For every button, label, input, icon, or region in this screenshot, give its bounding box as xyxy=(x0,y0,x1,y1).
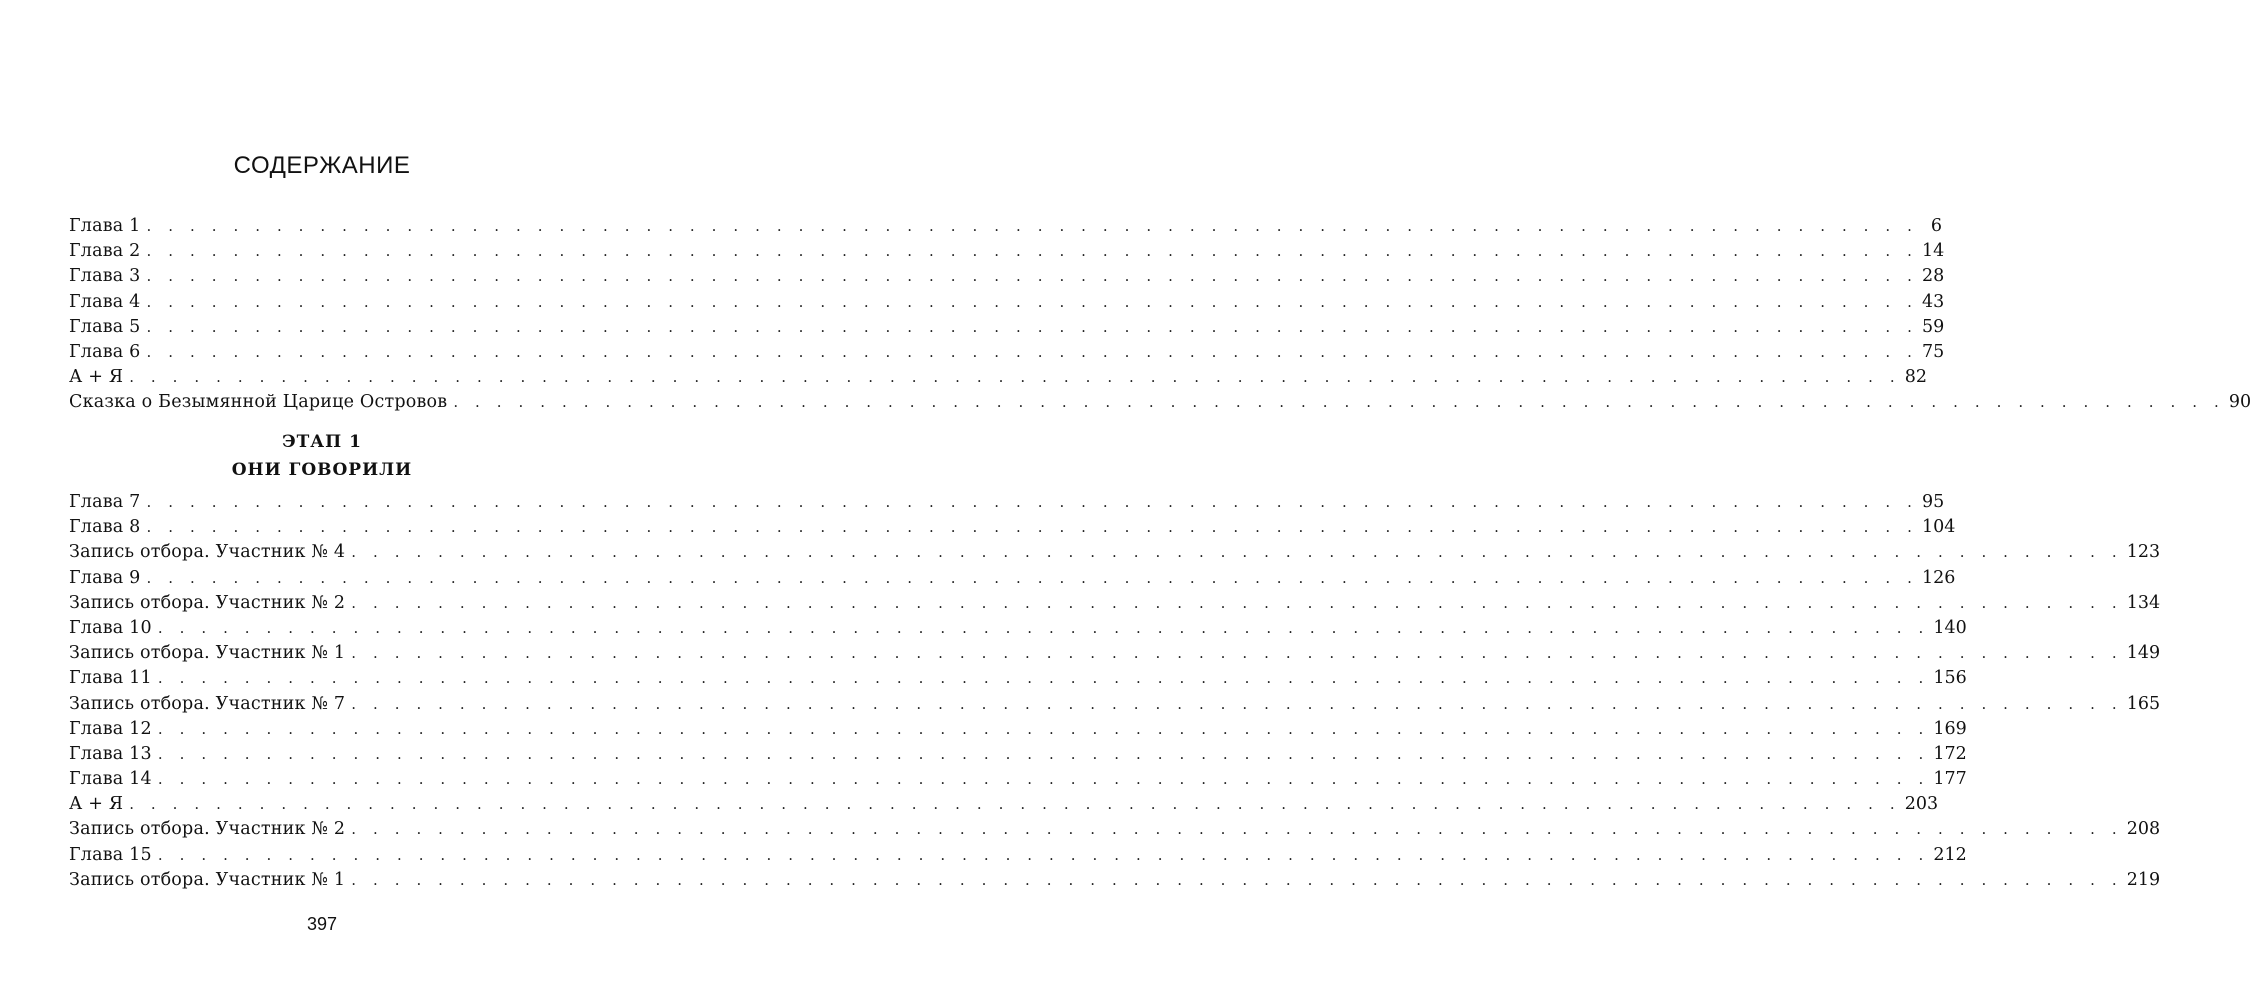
entry-page-number: 149 xyxy=(2126,643,2161,664)
entry-label: Глава 3 xyxy=(69,266,141,287)
entry-page-number: 169 xyxy=(1933,718,1967,739)
page-title: СОДЕРЖАНИЕ xyxy=(233,152,411,179)
entry-label: Глава 11 xyxy=(69,668,152,689)
toc-entry xyxy=(69,290,1945,315)
toc-entry xyxy=(69,742,1967,767)
entry-page-number: 59 xyxy=(1922,316,1945,337)
entry-label: Запись отбора. Участник № 7 xyxy=(69,693,346,714)
entry-label: Глава 6 xyxy=(69,341,141,362)
toc-entry xyxy=(69,641,2161,666)
dot-leader: . . . . . . . . . . . . . . . . . . . . . . . . . . . . . . . . . . . . . . . . . . . . . . . . . . . . . . . . . . . . . . . . . . . . . . . . . . . . . . . . . . xyxy=(157,744,1930,763)
entry-label: А + Я xyxy=(69,794,124,815)
entry-page-number: 165 xyxy=(2126,693,2161,714)
entry-page-number: 156 xyxy=(1933,668,1967,689)
entry-label: Глава 14 xyxy=(69,769,152,790)
entry-page-number: 82 xyxy=(1904,367,1927,388)
entry-page-number: 134 xyxy=(2126,592,2161,613)
toc-entry xyxy=(69,692,2161,717)
dot-leader: . . . . . . . . . . . . . . . . . . . . . . . . . . . . . . . . . . . . . . . . . . . . . . . . . . . . . . . . . . . . . . . . . . . . . . . . . . . . . . . . . . xyxy=(146,317,1919,336)
entry-page-number: 126 xyxy=(1922,567,1956,588)
toc-list-intro xyxy=(69,214,2251,416)
dot-leader: . . . . . . . . . . . . . . . . . . . . . . . . . . . . . . . . . . . . . . . . . . . . . . . . . . . . . . . . . . . . . . . . . . . . . . . . . . . . . . . . . . xyxy=(157,669,1930,688)
entry-page-number: 90 xyxy=(2228,392,2251,413)
toc-entry xyxy=(69,515,1956,540)
entry-label: Глава 15 xyxy=(69,844,152,865)
entry-label: Глава 8 xyxy=(69,517,141,538)
dot-leader: . . . . . . . . . . . . . . . . . . . . . . . . . . . . . . . . . . . . . . . . . . . . . . . . . . . . . . . . . . . . . . . . . . . . . . . . . . . . . . . . . . xyxy=(146,267,1919,286)
entry-label: Глава 2 xyxy=(69,241,141,262)
toc-entry xyxy=(69,390,2251,415)
entry-page-number: 14 xyxy=(1922,241,1945,262)
entry-label: Глава 12 xyxy=(69,718,152,739)
entry-page-number: 104 xyxy=(1922,517,1956,538)
dot-leader: . . . . . . . . . . . . . . . . . . . . . . . . . . . . . . . . . . . . . . . . . . . . . . . . . . . . . . . . . . . . . . . . . . . . . . . . . . . . . . . . . . xyxy=(351,870,2123,889)
toc-entry xyxy=(69,264,1945,289)
dot-leader: . . . . . . . . . . . . . . . . . . . . . . . . . . . . . . . . . . . . . . . . . . . . . . . . . . . . . . . . . . . . . . . . . . . . . . . . . . . . . . . . . . xyxy=(146,242,1919,261)
section-stage-heading: ЭТАП 1 xyxy=(282,432,362,452)
dot-leader: . . . . . . . . . . . . . . . . . . . . . . . . . . . . . . . . . . . . . . . . . . . . . . . . . . . . . . . . . . . . . . . . . . . . . . . . . . . . . . . . . . xyxy=(157,845,1930,864)
entry-label: Запись отбора. Участник № 1 xyxy=(69,869,346,890)
dot-leader: . . . . . . . . . . . . . . . . . . . . . . . . . . . . . . . . . . . . . . . . . . . . . . . . . . . . . . . . . . . . . . . . . . . . . . . . . . . . . . . . . . xyxy=(129,795,1901,814)
entry-page-number: 212 xyxy=(1933,844,1967,865)
dot-leader: . . . . . . . . . . . . . . . . . . . . . . . . . . . . . . . . . . . . . . . . . . . . . . . . . . . . . . . . . . . . . . . . . . . . . . . . . . . . . . . . . . xyxy=(351,820,2123,839)
toc-list-stage-1 xyxy=(69,490,2161,893)
toc-entry xyxy=(69,315,1945,340)
toc-entry xyxy=(69,868,2161,893)
entry-label: Запись отбора. Участник № 4 xyxy=(69,542,346,563)
dot-leader: . . . . . . . . . . . . . . . . . . . . . . . . . . . . . . . . . . . . . . . . . . . . . . . . . . . . . . . . . . . . . . . . . . . . . . . . . . . . . . . . . . xyxy=(351,593,2123,612)
entry-label: Глава 7 xyxy=(69,492,141,512)
toc-entry xyxy=(69,792,1939,817)
dot-leader: . . . . . . . . . . . . . . . . . . . . . . . . . . . . . . . . . . . . . . . . . . . . . . . . . . . . . . . . . . . . . . . . . . . . . . . . . . . . . . . . . . xyxy=(351,543,2123,562)
entry-page-number: 208 xyxy=(2126,819,2161,840)
dot-leader: . . . . . . . . . . . . . . . . . . . . . . . . . . . . . . . . . . . . . . . . . . . . . . . . . . . . . . . . . . . . . . . . . . . . . . . . . . . . . . . . . . xyxy=(129,368,1901,387)
toc-entry xyxy=(69,566,1956,591)
dot-leader: . . . . . . . . . . . . . . . . . . . . . . . . . . . . . . . . . . . . . . . . . . . . . . . . . . . . . . . . . . . . . . . . . . . . . . . . . . . . . . . . . . xyxy=(453,393,2225,412)
toc-entry xyxy=(69,767,1967,792)
entry-label: Глава 5 xyxy=(69,316,141,337)
entry-label: Глава 1 xyxy=(69,216,141,236)
entry-page-number: 6 xyxy=(1930,216,1943,236)
toc-entry xyxy=(69,817,2161,842)
entry-label: Запись отбора. Участник № 2 xyxy=(69,819,346,840)
toc-entry xyxy=(69,616,1967,641)
entry-label: Глава 10 xyxy=(69,617,152,638)
toc-entry xyxy=(69,843,1967,868)
entry-page-number: 140 xyxy=(1933,617,1967,638)
entry-label: Запись отбора. Участник № 1 xyxy=(69,643,346,664)
entry-label: Запись отбора. Участник № 2 xyxy=(69,592,346,613)
dot-leader: . . . . . . . . . . . . . . . . . . . . . . . . . . . . . . . . . . . . . . . . . . . . . . . . . . . . . . . . . . . . . . . . . . . . . . . . . . . . . . . . . . xyxy=(146,518,1919,537)
entry-page-number: 28 xyxy=(1922,266,1945,287)
page-number: 397 xyxy=(306,914,338,934)
toc-entry xyxy=(69,490,1945,515)
toc-entry xyxy=(69,239,1945,264)
entry-page-number: 75 xyxy=(1922,341,1945,362)
dot-leader: . . . . . . . . . . . . . . . . . . . . . . . . . . . . . . . . . . . . . . . . . . . . . . . . . . . . . . . . . . . . . . . . . . . . . . . . . . . . . . . . . . xyxy=(146,217,1919,235)
toc-entry xyxy=(69,365,1927,390)
entry-label: Сказка о Безымянной Царице Островов xyxy=(69,392,448,413)
toc-entry xyxy=(69,340,1945,365)
entry-label: Глава 4 xyxy=(69,291,141,312)
dot-leader: . . . . . . . . . . . . . . . . . . . . . . . . . . . . . . . . . . . . . . . . . . . . . . . . . . . . . . . . . . . . . . . . . . . . . . . . . . . . . . . . . . xyxy=(351,644,2123,663)
dot-leader: . . . . . . . . . . . . . . . . . . . . . . . . . . . . . . . . . . . . . . . . . . . . . . . . . . . . . . . . . . . . . . . . . . . . . . . . . . . . . . . . . . xyxy=(146,568,1919,587)
entry-page-number: 123 xyxy=(2126,542,2161,563)
entry-label: Глава 9 xyxy=(69,567,141,588)
toc-entry xyxy=(69,717,1967,742)
entry-label: Глава 13 xyxy=(69,743,152,764)
entry-page-number: 177 xyxy=(1933,769,1967,790)
dot-leader: . . . . . . . . . . . . . . . . . . . . . . . . . . . . . . . . . . . . . . . . . . . . . . . . . . . . . . . . . . . . . . . . . . . . . . . . . . . . . . . . . . xyxy=(157,618,1930,637)
dot-leader: . . . . . . . . . . . . . . . . . . . . . . . . . . . . . . . . . . . . . . . . . . . . . . . . . . . . . . . . . . . . . . . . . . . . . . . . . . . . . . . . . . xyxy=(146,493,1919,511)
dot-leader: . . . . . . . . . . . . . . . . . . . . . . . . . . . . . . . . . . . . . . . . . . . . . . . . . . . . . . . . . . . . . . . . . . . . . . . . . . . . . . . . . . xyxy=(351,694,2123,713)
toc-entry xyxy=(69,540,2161,565)
toc-entry xyxy=(69,666,1967,691)
dot-leader: . . . . . . . . . . . . . . . . . . . . . . . . . . . . . . . . . . . . . . . . . . . . . . . . . . . . . . . . . . . . . . . . . . . . . . . . . . . . . . . . . . xyxy=(146,292,1919,311)
toc-entry xyxy=(69,591,2161,616)
entry-page-number: 203 xyxy=(1904,794,1939,815)
entry-page-number: 95 xyxy=(1922,492,1945,512)
entry-page-number: 219 xyxy=(2126,869,2161,890)
entry-label: А + Я xyxy=(69,367,124,388)
dot-leader: . . . . . . . . . . . . . . . . . . . . . . . . . . . . . . . . . . . . . . . . . . . . . . . . . . . . . . . . . . . . . . . . . . . . . . . . . . . . . . . . . . xyxy=(157,770,1930,789)
entry-page-number: 172 xyxy=(1933,743,1967,764)
toc-entry xyxy=(69,214,1943,239)
dot-leader: . . . . . . . . . . . . . . . . . . . . . . . . . . . . . . . . . . . . . . . . . . . . . . . . . . . . . . . . . . . . . . . . . . . . . . . . . . . . . . . . . . xyxy=(146,342,1919,361)
entry-page-number: 43 xyxy=(1922,291,1945,312)
section-name-heading: ОНИ ГОВОРИЛИ xyxy=(231,460,413,480)
dot-leader: . . . . . . . . . . . . . . . . . . . . . . . . . . . . . . . . . . . . . . . . . . . . . . . . . . . . . . . . . . . . . . . . . . . . . . . . . . . . . . . . . . xyxy=(157,719,1930,738)
